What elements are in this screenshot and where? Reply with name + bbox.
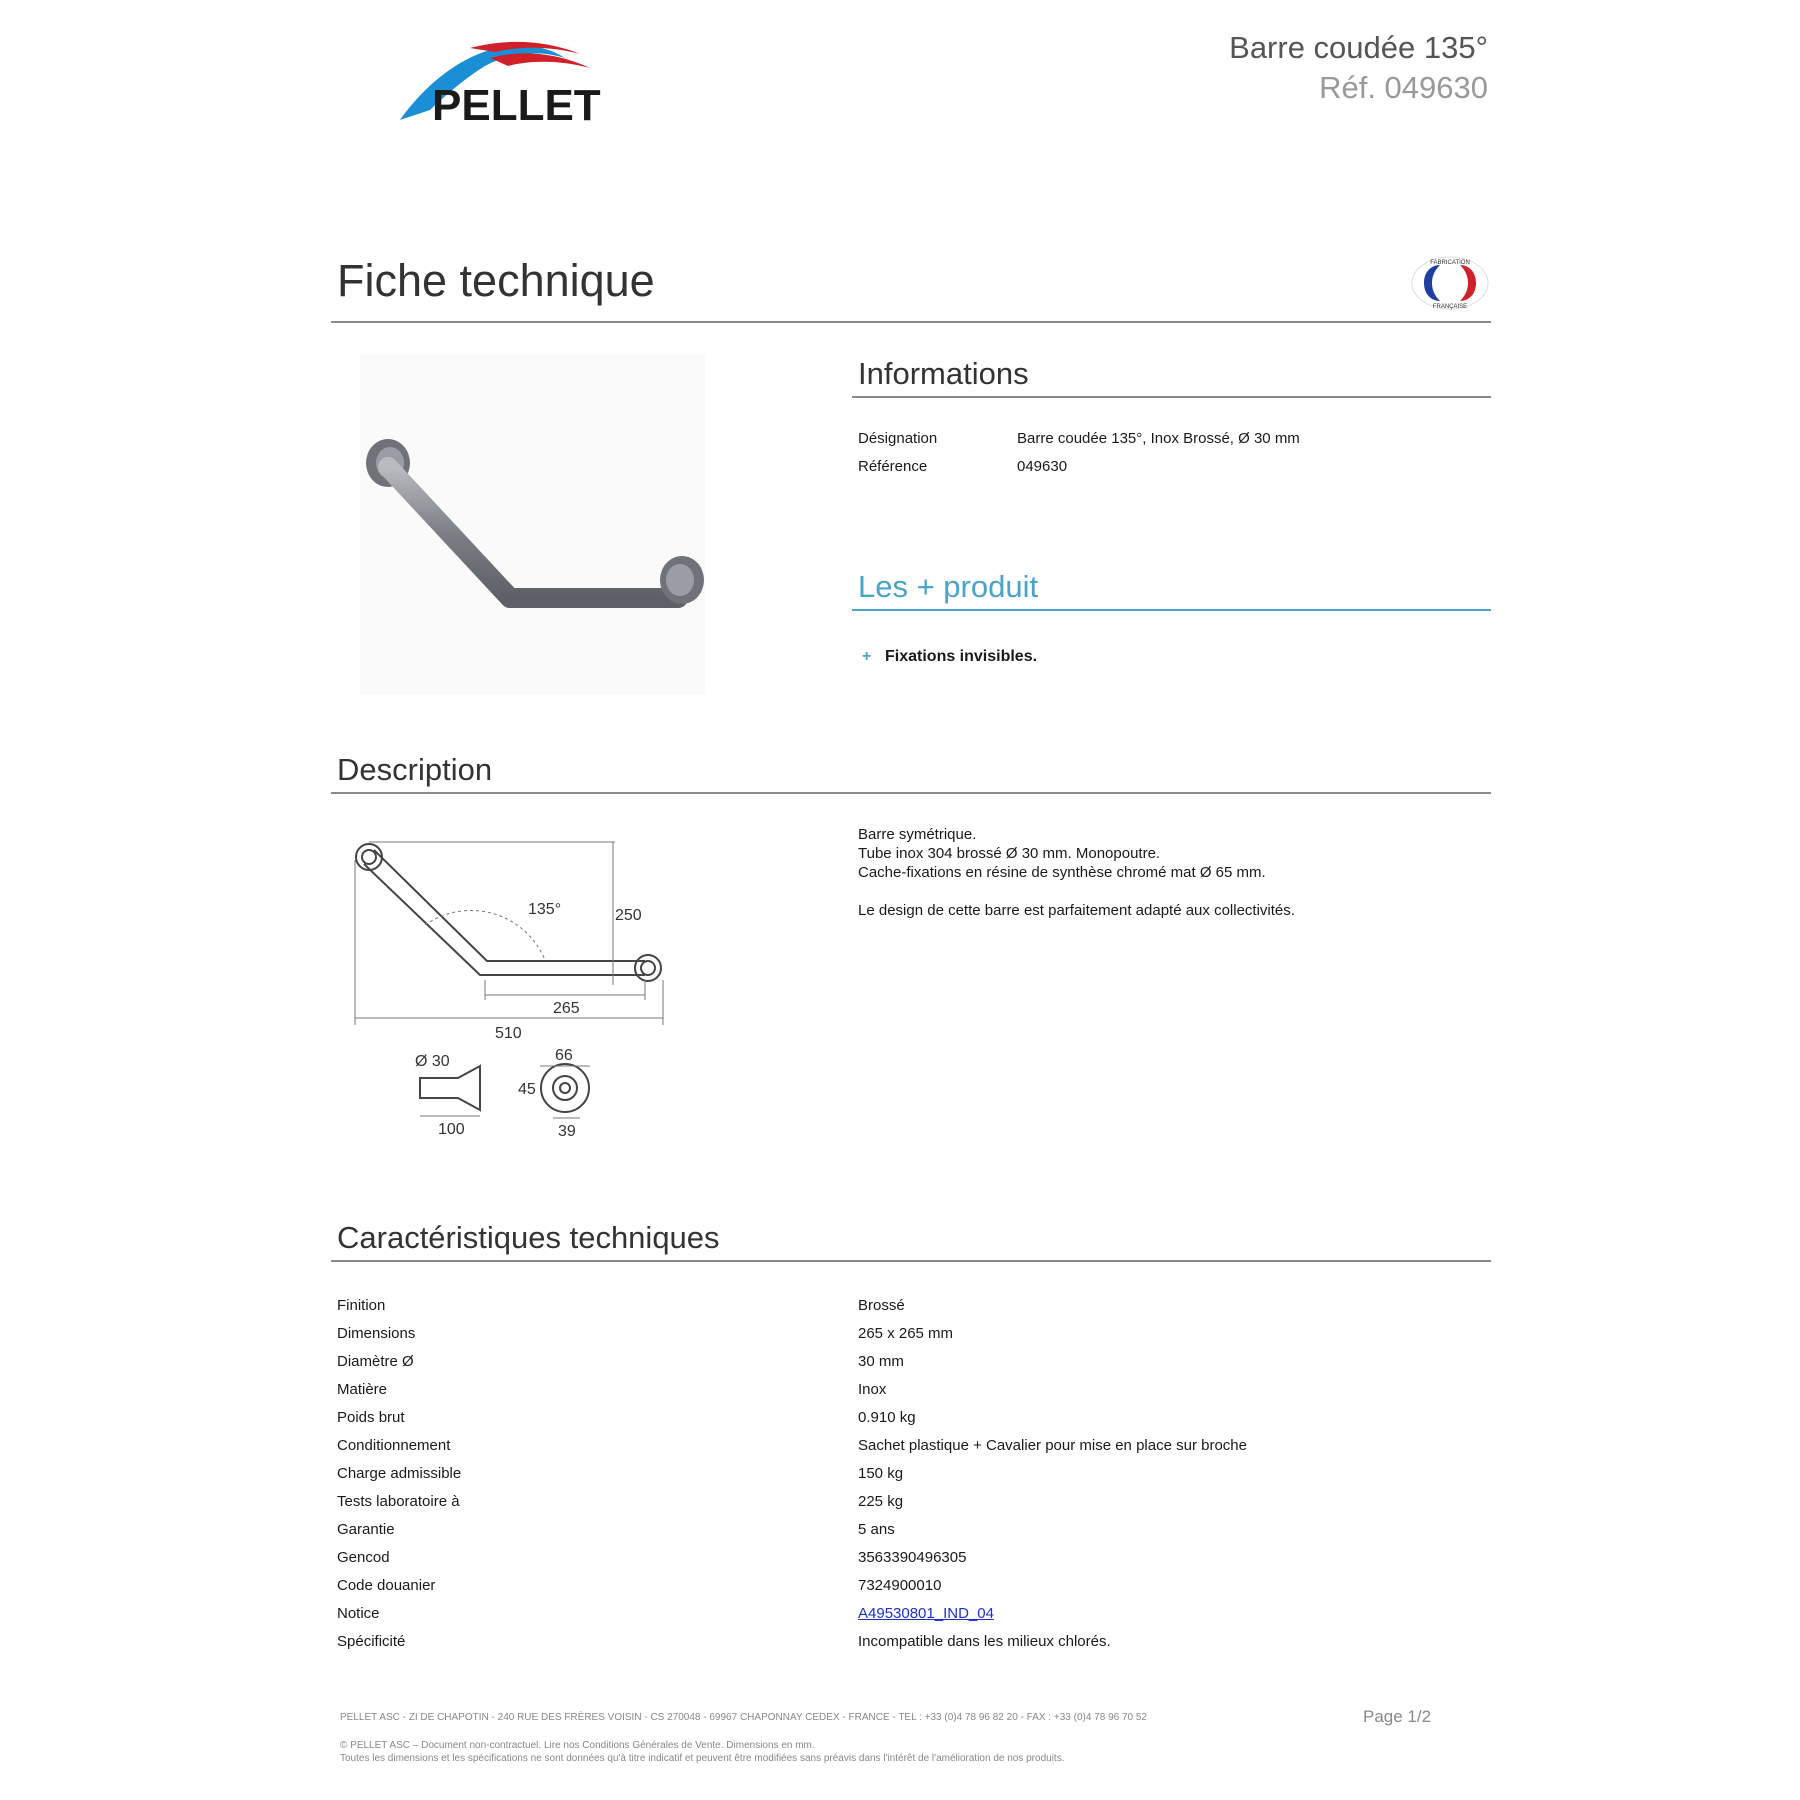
- row-value: 150 kg: [858, 1464, 904, 1482]
- row-value: Sachet plastique + Cavalier pour mise en place sur broche: [858, 1436, 1247, 1454]
- footer-address: PELLET ASC - ZI DE CHAPOTIN - 240 RUE DES FRÈRES VOISIN - CS 270048 - 69967 CHAPONNAY CEDEX - FRANCE - TEL : +33 (0)4 78 96 82 20 - FAX : +33 (0)4 78 96 70 52: [340, 1712, 1147, 1723]
- row-value: 265 x 265 mm: [858, 1324, 954, 1342]
- row-label: Gencod: [337, 1548, 390, 1566]
- product-title: Barre coudée 135°: [1229, 30, 1488, 65]
- technical-drawing: [340, 820, 680, 1150]
- description-line: Barre symétrique.: [858, 826, 977, 843]
- title-divider: [331, 321, 1491, 323]
- characteristics-table: [337, 1291, 1487, 1655]
- plus-item: Fixations invisibles.: [885, 648, 1038, 665]
- row-label: Notice: [337, 1604, 380, 1622]
- footer-copyright: © PELLET ASC – Document non-contractuel. Lire nos Conditions Générales de Vente. Dimensions en mm.: [340, 1740, 815, 1751]
- drawing-diameter-label: Ø 30: [415, 1053, 450, 1070]
- caracteristiques-divider: [331, 1260, 1491, 1262]
- drawing-angle-label: 135°: [528, 901, 562, 918]
- drawing-plate-width-label: 66: [555, 1047, 573, 1064]
- table-row: [337, 1291, 1487, 1319]
- description-line: Tube inox 304 brossé Ø 30 mm. Monopoutre.: [858, 845, 1161, 862]
- table-row: [337, 1571, 1487, 1599]
- notice-link[interactable]: A49530801_IND_04: [858, 1604, 994, 1622]
- row-label: Diamètre Ø: [337, 1352, 414, 1370]
- caracteristiques-title: Caractéristiques techniques: [337, 1220, 720, 1255]
- info-label-reference: Référence: [858, 458, 928, 475]
- table-row: [337, 1347, 1487, 1375]
- row-value: 5 ans: [858, 1520, 895, 1538]
- row-value: 0.910 kg: [858, 1408, 916, 1426]
- row-label: Charge admissible: [337, 1464, 462, 1482]
- pellet-logo: [390, 38, 640, 128]
- table-row: [337, 1319, 1487, 1347]
- brand-name: PELLET: [432, 81, 601, 128]
- row-label: Code douanier: [337, 1576, 436, 1594]
- fabrication-francaise-badge: [1410, 255, 1490, 311]
- drawing-total-label: 510: [495, 1025, 522, 1042]
- table-row: [337, 1459, 1487, 1487]
- row-label: Tests laboratoire à: [337, 1492, 460, 1510]
- drawing-plate-height-label: 45: [518, 1081, 536, 1098]
- product-photo: [360, 355, 705, 695]
- row-label: Finition: [337, 1296, 386, 1314]
- info-label-designation: Désignation: [858, 430, 938, 447]
- row-label: Garantie: [337, 1520, 395, 1538]
- description-line: Le design de cette barre est parfaitement adapté aux collectivités.: [858, 902, 1295, 919]
- table-row: [337, 1543, 1487, 1571]
- drawing-plate-inner-label: 39: [558, 1123, 576, 1140]
- informations-divider: [852, 396, 1491, 398]
- row-label: Dimensions: [337, 1324, 416, 1342]
- info-value-reference: 049630: [1017, 458, 1068, 475]
- description-title: Description: [337, 752, 493, 787]
- row-value: Incompatible dans les milieux chlorés.: [858, 1632, 1111, 1650]
- description-line: Cache-fixations en résine de synthèse chromé mat Ø 65 mm.: [858, 864, 1266, 881]
- row-value: Brossé: [858, 1296, 905, 1314]
- row-label: Spécificité: [337, 1632, 406, 1650]
- description-blank-line: [858, 882, 1478, 901]
- row-value: 30 mm: [858, 1352, 904, 1370]
- description-text: [858, 825, 1478, 920]
- plus-produit-divider: [852, 609, 1491, 611]
- row-value: Inox: [858, 1380, 887, 1398]
- table-row: [337, 1403, 1487, 1431]
- product-reference: Réf. 049630: [1319, 70, 1488, 105]
- badge-bottom-text: FRANÇAISE: [1432, 304, 1468, 310]
- page-title: Fiche technique: [337, 255, 655, 306]
- table-row: [337, 1375, 1487, 1403]
- table-row: [337, 1431, 1487, 1459]
- table-row: [337, 1599, 1487, 1627]
- drawing-depth-label: 100: [438, 1121, 465, 1138]
- informations-title: Informations: [858, 356, 1029, 391]
- row-label: Matière: [337, 1380, 388, 1398]
- description-divider: [331, 792, 1491, 794]
- badge-top-text: FABRICATION: [1430, 260, 1470, 266]
- table-row: [337, 1487, 1487, 1515]
- row-value: 7324900010: [858, 1576, 942, 1594]
- footer-disclaimer: Toutes les dimensions et les spécifications ne sont données qu'à titre indicatif et peuvent être modifiées sans préavis dans l'intérêt de l'amélioration de nos produits.: [340, 1753, 1065, 1764]
- page-number: Page 1/2: [1363, 1707, 1432, 1726]
- plus-produit-title: Les + produit: [858, 569, 1039, 604]
- info-value-designation: Barre coudée 135°, Inox Brossé, Ø 30 mm: [1017, 430, 1300, 447]
- row-value: 225 kg: [858, 1492, 904, 1510]
- row-value: 3563390496305: [858, 1548, 967, 1566]
- row-label: Poids brut: [337, 1408, 405, 1426]
- row-label: Conditionnement: [337, 1436, 451, 1454]
- plus-bullet-icon: +: [862, 648, 872, 665]
- drawing-height-label: 250: [615, 907, 642, 924]
- drawing-bottom-label: 265: [553, 1000, 580, 1017]
- pellet-swoosh-icon: [390, 38, 640, 128]
- table-row: [337, 1515, 1487, 1543]
- table-row: [337, 1627, 1487, 1655]
